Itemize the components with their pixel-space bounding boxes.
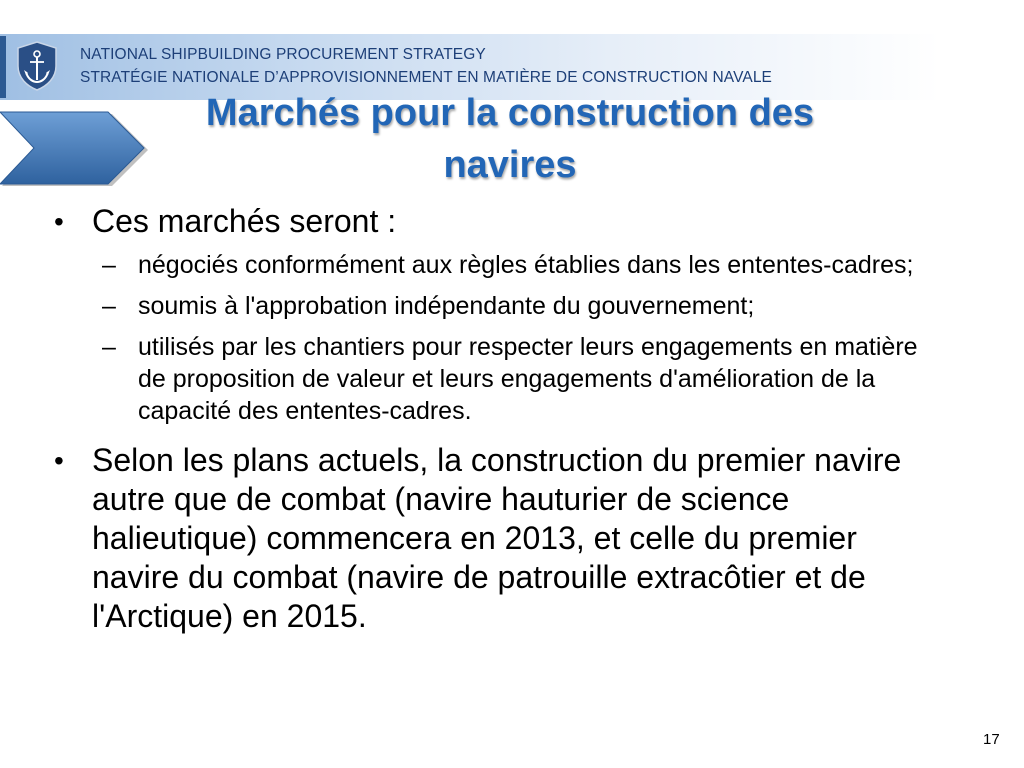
bullet-mark: • <box>54 445 64 476</box>
anchor-emblem-icon <box>14 40 60 92</box>
page-number: 17 <box>983 731 1000 748</box>
dash-mark: – <box>102 292 116 320</box>
sub-bullet-text: soumis à l'approbation indépendante du gouvernement; <box>138 292 755 320</box>
banner-title-fr: STRATÉGIE NATIONALE D’APPROVISIONNEMENT EN MATIÈRE DE CONSTRUCTION NAVALE <box>80 69 772 86</box>
bullet-text: Selon les plans actuels, la construction du premier navire autre que de combat (navire hauturier de science halieutique) commencera en 2013, et celle du premier navire du combat (navire de patrouille extracôtier et de l'Arctique) en 2015. <box>92 442 902 634</box>
banner-edge <box>0 36 6 98</box>
dash-mark: – <box>102 251 116 279</box>
bullet-mark: • <box>54 206 64 237</box>
slide-body <box>52 202 952 644</box>
sub-list <box>52 249 952 427</box>
sub-bullet-item <box>52 290 938 322</box>
dash-mark: – <box>102 333 116 361</box>
sub-bullet-text: utilisés par les chantiers pour respecter leurs engagements en matière de proposition de valeur et leurs engagements d'amélioration de la capacité des ententes-cadres. <box>138 333 918 425</box>
sub-bullet-text: négociés conformément aux règles établies dans les ententes-cadres; <box>138 251 914 279</box>
bullet-item <box>52 202 952 241</box>
bullet-text: Ces marchés seront : <box>92 203 397 239</box>
slide-title-line2: navires <box>443 144 577 186</box>
sub-bullet-item <box>52 249 938 281</box>
sub-bullet-item <box>52 331 938 427</box>
slide-title-line1: Marchés pour la construction des <box>205 92 815 134</box>
slide-title <box>100 87 920 191</box>
bullet-item <box>52 441 952 636</box>
banner-title-en: NATIONAL SHIPBUILDING PROCUREMENT STRATEGY <box>80 46 486 63</box>
